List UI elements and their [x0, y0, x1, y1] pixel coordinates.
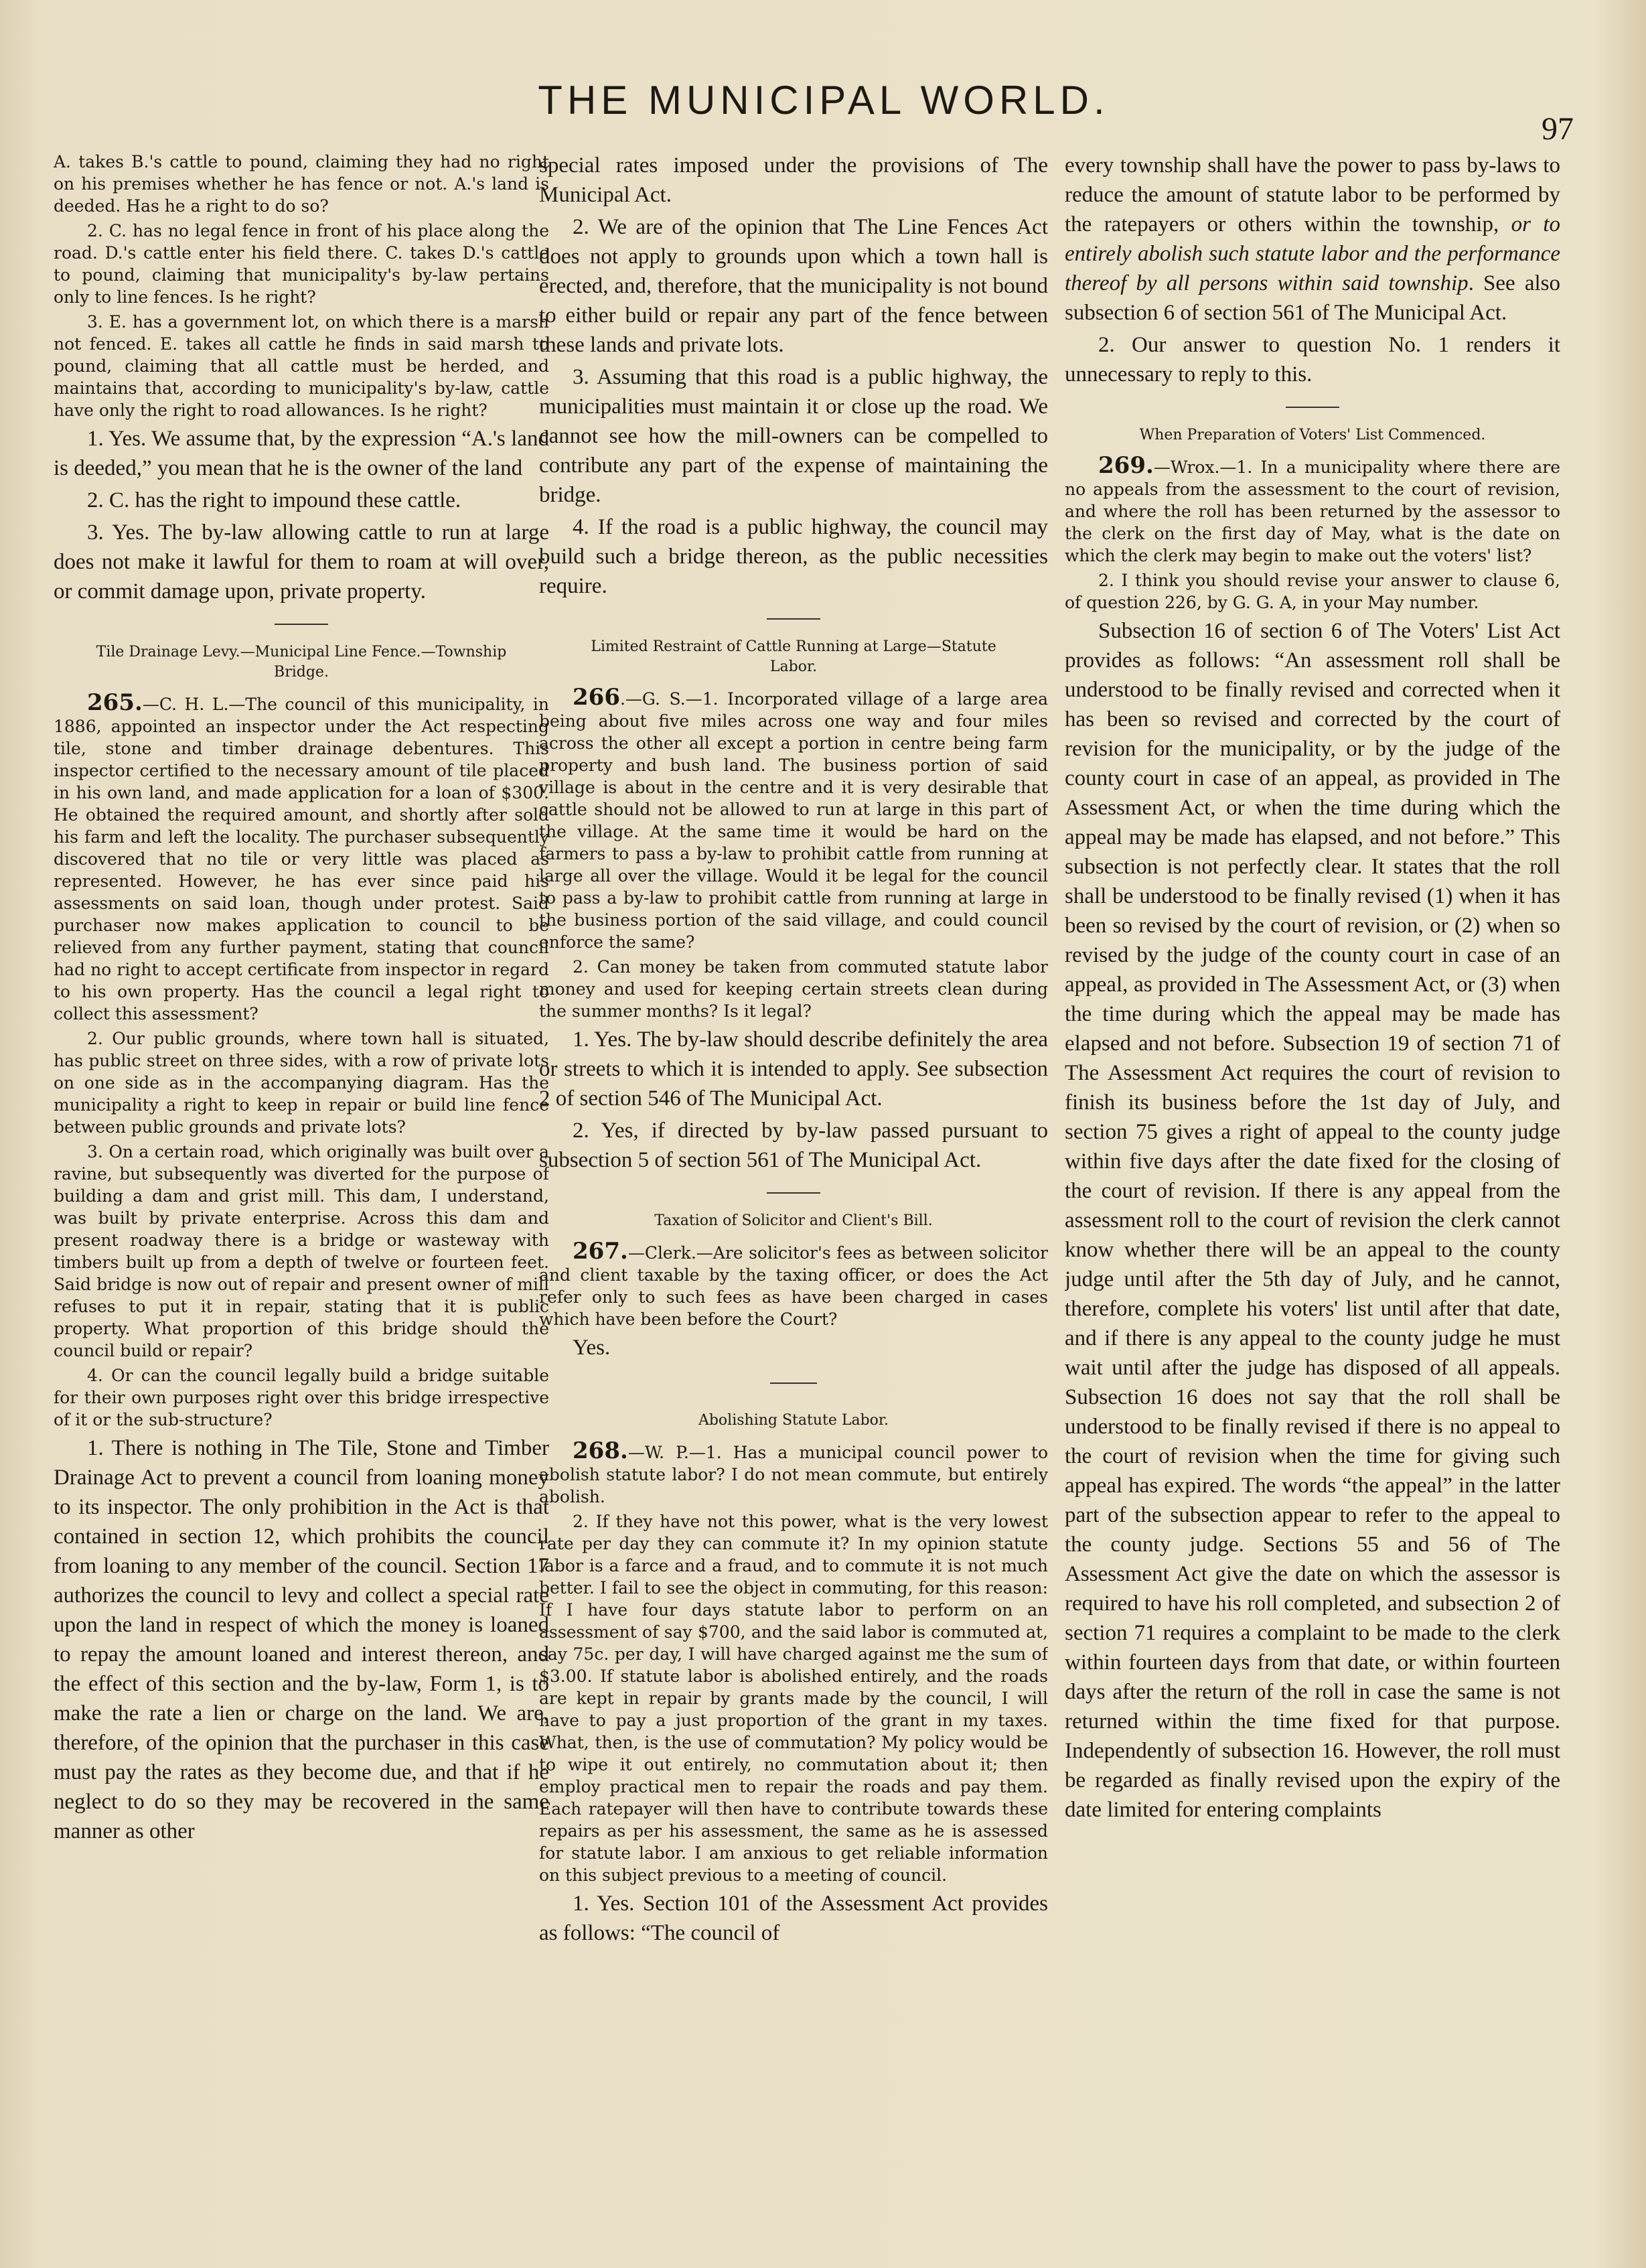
answer-264-part-3: 3. Yes. The by-law allowing cattle to run at large does not make it lawful for them to roam at will over, or commit damage upon, private property. — [54, 520, 549, 604]
question-number-268: 268. — [573, 1437, 628, 1464]
answer-265-part-3: 3. Assuming that this road is a public highway, the municipalities must maintain it or close up the road. We cannot see how the mill-owners can be compelled to contribute any part of the expense of maintaining the bridge. — [539, 365, 1048, 507]
answer-264-part-2: 2. C. has the right to impound these cattle. — [87, 488, 461, 512]
masthead-title: THE MUNICIPAL WORLD. — [538, 78, 1110, 123]
question-267 — [539, 1238, 1048, 1330]
question-266-text: .—G. S.—1. Incorporated village of a large area being about five miles across one way and four miles across the other all except a portion in centre being farm property and bush land. The business portion of said village is about in the centre and it is very desirable that cattle should not be allowed to run at large in this part of the village. At the same time it would be hard on the farmers to pass a by-law to prohibit cattle from running at large all over the village. Would it be legal for the council to pass a by-law to prohibit cattle from running at large in the business portion of the said village, and could council enforce the same? — [539, 689, 1048, 952]
section-heading-267: Taxation of Solicitor and Client's Bill. — [654, 1212, 933, 1229]
answer-264-part-1: 1. Yes. We assume that, by the expression “A.'s land is deeded,” you mean that he is the owner of the land — [54, 427, 549, 480]
question-264-part-1: A. takes B.'s cattle to pound, claiming they had no right on his premises whether he has fence or not. A.'s land is deeded. Has he a right to do so? — [54, 152, 549, 216]
answer-268-continued-end: . See also subsection 6 of section 561 of The Municipal Act. — [1065, 271, 1560, 325]
column-2 — [539, 151, 1048, 2200]
section-heading-268: Abolishing Statute Labor. — [698, 1412, 889, 1429]
question-269-text: —Wrox.—1. In a municipality where there are no appeals from the assessment to the court of revision, and where the roll has been returned by the assessor to the clerk on the first day of May, what is the date on which the clerk may begin to make out the voters' list? — [1065, 457, 1560, 565]
question-265-part-3: 3. On a certain road, which originally was built over a ravine, but subsequently was diverted for the purpose of building a dam and grist mill. This dam, I understand, was built by private enterprise. Across this dam and present roadway there is a bridge or wasteway with timbers built up from a depth of twelve or fourteen feet. Said bridge is now out of repair and present owner of mill refuses to put it in repair, stating that it is public property. What proportion of this bridge should the council build or repair? — [54, 1142, 549, 1360]
section-heading-266: Limited Restraint of Cattle Running at Large—Statute Labor. — [591, 638, 996, 675]
question-265-part-2: 2. Our public grounds, where town hall is situated, has public street on three sides, with a row of private lots on one side as in the accompanying diagram. Has the municipality a right to keep in repair or build line fence between public grounds and private lots? — [54, 1029, 549, 1137]
question-number-267: 267. — [573, 1238, 628, 1265]
question-number-266: 266 — [573, 684, 620, 711]
question-268-text: —W. P.—1. Has a municipal council power to abolish statute labor? I do not mean commute, but entirely abolish. — [539, 1443, 1048, 1506]
answer-265-part-1: 1. There is nothing in The Tile, Stone and Timber Drainage Act to prevent a council from loaning money to its inspector. The only prohibition in the Act is that contained in section 12, which prohibits the council from loaning to any member of the council. Section 17 authorizes the council to levy and collect a special rate upon the land in respect of which the money is loaned to repay the amount loaned and interest thereon, and the effect of this section and the by-law, Form 1, is to make the rate a lien or charge on the land. We are, therefore, of the opinion that the purchaser in this case must pay the rates as they become due, and that if he neglect to do so they may be recovered in the same manner as other — [54, 1436, 549, 1843]
answer-268-continued-text: every township shall have the power to pass by-laws to reduce the amount of statute labor to be performed by the ratepayers or others within the township, — [1065, 153, 1560, 236]
page-header — [0, 77, 1646, 147]
question-264-part-3: 3. E. has a government lot, on which there is a marsh not fenced. E. takes all cattle he finds in said marsh to pound, claiming that all cattle must be herded, and maintains that, according to municipality's by-law, cattle have only the right to road allowances. Is he right? — [54, 312, 549, 420]
section-heading-269: When Preparation of Voters' List Commenced. — [1139, 427, 1486, 443]
column-3 — [1065, 151, 1560, 2200]
answer-265-part-4: 4. If the road is a public highway, the council may build such a bridge thereon, as the public necessities require. — [539, 515, 1048, 598]
section-divider — [767, 1192, 820, 1194]
question-269-part-1 — [1065, 452, 1560, 567]
question-267-text: —Clerk.—Are solicitor's fees as between solicitor and client taxable by the taxing officer, or does the Act refer only to such fees as have been charged in cases which have been before the Court? — [539, 1243, 1048, 1329]
question-268-part-1 — [539, 1437, 1048, 1508]
page-number: 97 — [1542, 111, 1574, 147]
section-divider — [767, 618, 820, 620]
question-265-part-4: 4. Or can the council legally build a bridge suitable for their own purposes right over this bridge irrespective of it or the sub-structure? — [54, 1366, 549, 1429]
question-264-part-2: 2. C. has no legal fence in front of his place along the road. D.'s cattle enter his field there. C. takes D.'s cattle to pound, claiming that municipality's by-law pertains only to line fences. Is he right? — [54, 221, 549, 307]
question-265-part-1 — [54, 689, 549, 1025]
section-divider — [770, 1383, 817, 1384]
question-266-part-1 — [539, 684, 1048, 953]
answer-268-part-1-continued — [1065, 151, 1560, 328]
section-heading-265: Tile Drainage Levy.—Municipal Line Fence.—Township Bridge. — [96, 644, 507, 681]
section-divider — [1286, 407, 1339, 408]
question-268-part-2: 2. If they have not this power, what is the very lowest rate per day they can commute it? In my opinion statute labor is a farce and a fraud, and to commute it is not much better. I fail to see the object in commuting, for this reason: If I have four days statute labor to perform on an assessment of say $700, and the said labor is commuted at, say 75c. per day, I will have charged against me the sum of $3.00. If statute labor is abolished entirely, and the roads are kept in repair by grants made by the council, I will have to pay a just proportion of the grant in my taxes. What, then, is the use of commutation? My policy would be to wipe it out entirely, no commutation about it; then employ practical men to repair the roads and pay them. Each ratepayer will then have to contribute towards these repairs as per his assessment, the same as he is assessed for statute labor. I am anxious to get reliable information on this subject previous to a meeting of council. — [539, 1512, 1048, 1885]
question-269-part-2: 2. I think you should revise your answer to clause 6, of question 226, by G. G. A, in your May number. — [1065, 571, 1560, 612]
answer-268-part-2: 2. Our answer to question No. 1 renders it unnecessary to reply to this. — [1065, 333, 1560, 386]
answer-269: Subsection 16 of section 6 of The Voters' List Act provides as follows: “An assessment roll shall be understood to be finally revised and corrected when it has been so revised and corrected by the court of revision for the municipality, or by the judge of the county court in case of an appeal, as provided in The Assessment Act, or when the time during which the appeal may be made has elapsed, and not before.” This subsection is not perfectly clear. It states that the roll shall be understood to be finally revised (1) when it has been so revised by the court of revision, or (2) when so revised by the judge of the county court in case of an appeal, as provided in The Assessment Act, or (3) when the time during which the appeal may be made has elapsed and not before. Subsection 19 of section 71 of The Assessment Act requires the court of revision to finish its business before the 1st day of July, and section 75 gives a right of appeal to the county judge within five days after the date fixed for the closing of the court of revision. If there is any appeal from the assessment roll to the court of revision the clerk cannot know whether there will be an appeal to the county judge until after the 5th day of July, and he cannot, therefore, complete his voters' list until after that date, and if there is any appeal to the county judge he must wait until after the judge has disposed of all appeals. Subsection 16 does not say that the roll shall be understood to be finally revised if there is no appeal to the court of revision when the time for giving such appeal has expired. The words “the appeal” in the latter part of the subsection appear to refer to the appeal to the county judge. Sections 55 and 56 of The Assessment Act give the date on which the assessor is required to have his roll completed, and subsection 2 of section 71 requires a complaint to be made to the clerk within fourteen days from that date, or within fourteen days after the return of the roll in case the same is not returned within the time fixed for that purpose. Independently of subsection 16. However, the roll must be regarded as finally revised upon the expiry of the date limited for entering complaints — [1065, 619, 1560, 1822]
answer-265-part-2: 2. We are of the opinion that The Line Fences Act does not apply to grounds upon which a town hall is erected, and, therefore, that the municipality is not bound to either build or repair any part of the fence between these lands and private lots. — [539, 215, 1048, 357]
question-266-part-2: 2. Can money be taken from commuted statute labor money and used for keeping certain streets clean during the summer months? Is it legal? — [539, 957, 1048, 1021]
question-number-265: 265. — [87, 689, 143, 716]
question-number-269: 269. — [1098, 452, 1154, 479]
question-265-text: —C. H. L.—The council of this municipality, in 1886, appointed an inspector under the Act respecting tile, stone and timber drainage debentures. This inspector certified to the necessary amount of tile placed in his own land, and made application for a loan of $300. He obtained the required amount, and shortly after sold his farm and left the locality. The purchaser subsequently discovered that no tile or very little was placed as represented. However, he has ever since paid his assessments on said loan, though under protest. Said purchaser now makes application to council to be relieved from any further payment, stating that council had no right to accept certificate from inspector in regard to his own property. Has the council a legal right to collect this assessment? — [54, 695, 549, 1023]
answer-268-part-1: 1. Yes. Section 101 of the Assessment Act provides as follows: “The council of — [539, 1892, 1048, 1945]
section-divider — [275, 624, 328, 625]
column-1 — [54, 151, 549, 2200]
answer-267: Yes. — [573, 1336, 611, 1360]
answer-268-italic-quote: or to entirely abolish such statute labor and the performance thereof by all persons within said township — [1065, 212, 1560, 295]
answer-266-part-1: 1. Yes. The by-law should describe definitely the area or streets to which it is intended to apply. See subsection 2 of section 546 of The Municipal Act. — [539, 1027, 1048, 1111]
answer-265-part-1-continued: special rates imposed under the provisions of The Municipal Act. — [539, 153, 1048, 207]
answer-266-part-2: 2. Yes, if directed by by-law passed pursuant to subsection 5 of section 561 of The Municipal Act. — [539, 1119, 1048, 1172]
